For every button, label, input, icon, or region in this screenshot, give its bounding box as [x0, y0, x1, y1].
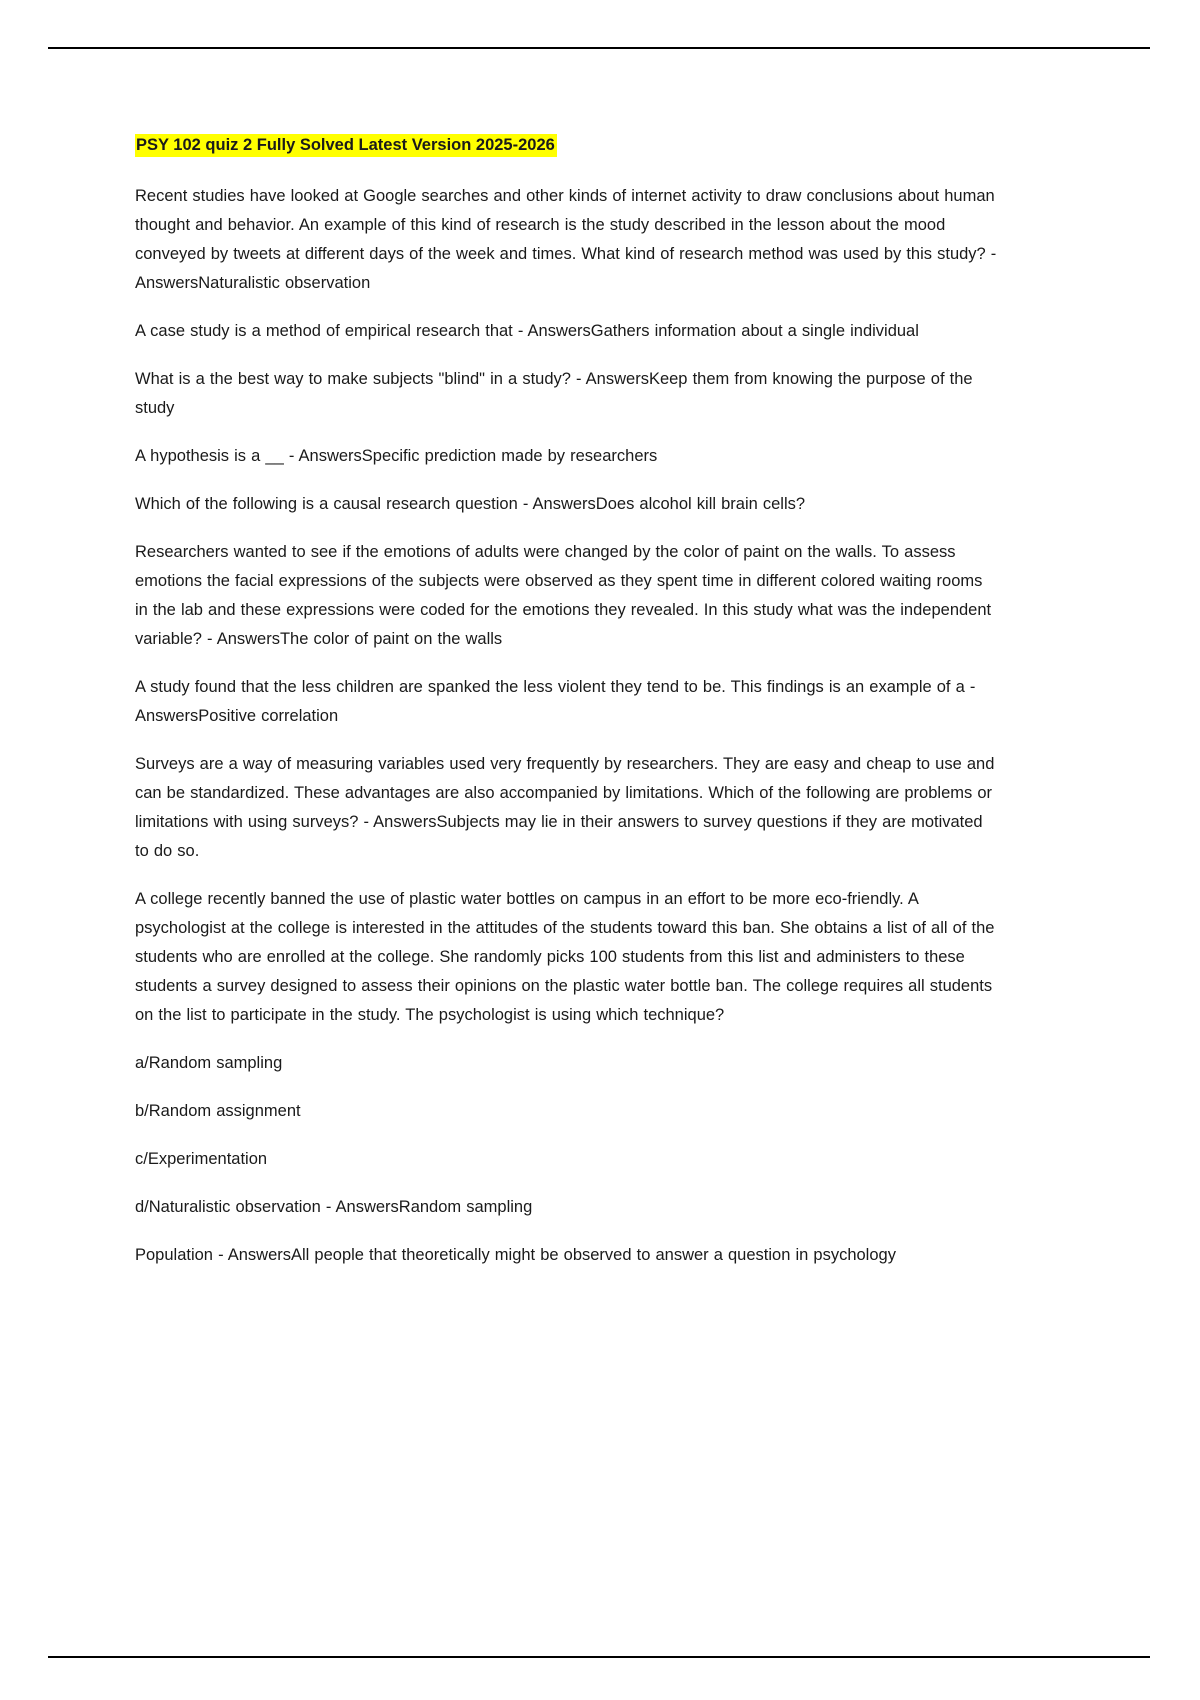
- paragraph: What is a the best way to make subjects "blind" in a study? - AnswersKeep them from knowing the purpose of the study: [135, 369, 973, 417]
- paragraph: Which of the following is a causal research question - AnswersDoes alcohol kill brain cells?: [135, 494, 806, 513]
- answer-option: b/Random assignment: [135, 1101, 301, 1120]
- paragraph: Recent studies have looked at Google searches and other kinds of internet activity to draw conclusions about human thought and behavior. An example of this kind of research is the study described in the lesson about the mood conveyed by tweets at different days of the week and times. What kind of research method was used by this study? - AnswersNaturalistic observation: [135, 186, 997, 292]
- answer-option: a/Random sampling: [135, 1053, 283, 1072]
- paragraph: Researchers wanted to see if the emotions of adults were changed by the color of paint on the walls. To assess emotions the facial expressions of the subjects were observed as they spent time in different colored waiting rooms in the lab and these expressions were coded for the emotions they revealed. In this study what was the independent variable? - AnswersThe color of paint on the walls: [135, 542, 992, 648]
- paragraph: A hypothesis is a __ - AnswersSpecific prediction made by researchers: [135, 446, 658, 465]
- paragraph: A case study is a method of empirical research that - AnswersGathers information about a single individual: [135, 321, 919, 340]
- answer-option: c/Experimentation: [135, 1149, 268, 1168]
- paragraph: A college recently banned the use of plastic water bottles on campus in an effort to be more eco-friendly. A psychologist at the college is interested in the attitudes of the students toward this ban. She obtains a list of all of the students who are enrolled at the college. She randomly picks 100 students from this list and administers to these students a survey designed to assess their opinions on the plastic water bottle ban. The college requires all students on the list to participate in the study. The psychologist is using which technique?: [135, 889, 995, 1024]
- document-title: [135, 133, 999, 158]
- bottom-rule: [48, 1656, 1150, 1658]
- highlighted-title-text: PSY 102 quiz 2 Fully Solved Latest Version 2025-2026: [135, 134, 557, 157]
- document-content: [135, 133, 999, 1289]
- answer-option: d/Naturalistic observation - AnswersRandom sampling: [135, 1197, 533, 1216]
- paragraph: Population - AnswersAll people that theoretically might be observed to answer a question in psychology: [135, 1245, 896, 1264]
- top-rule: [48, 47, 1150, 49]
- paragraph: A study found that the less children are spanked the less violent they tend to be. This findings is an example of a - AnswersPositive correlation: [135, 677, 976, 725]
- paragraph: Surveys are a way of measuring variables used very frequently by researchers. They are easy and cheap to use and can be standardized. These advantages are also accompanied by limitations. Which of the following are problems or limitations with using surveys? - AnswersSubjects may lie in their answers to survey questions if they are motivated to do so.: [135, 754, 995, 860]
